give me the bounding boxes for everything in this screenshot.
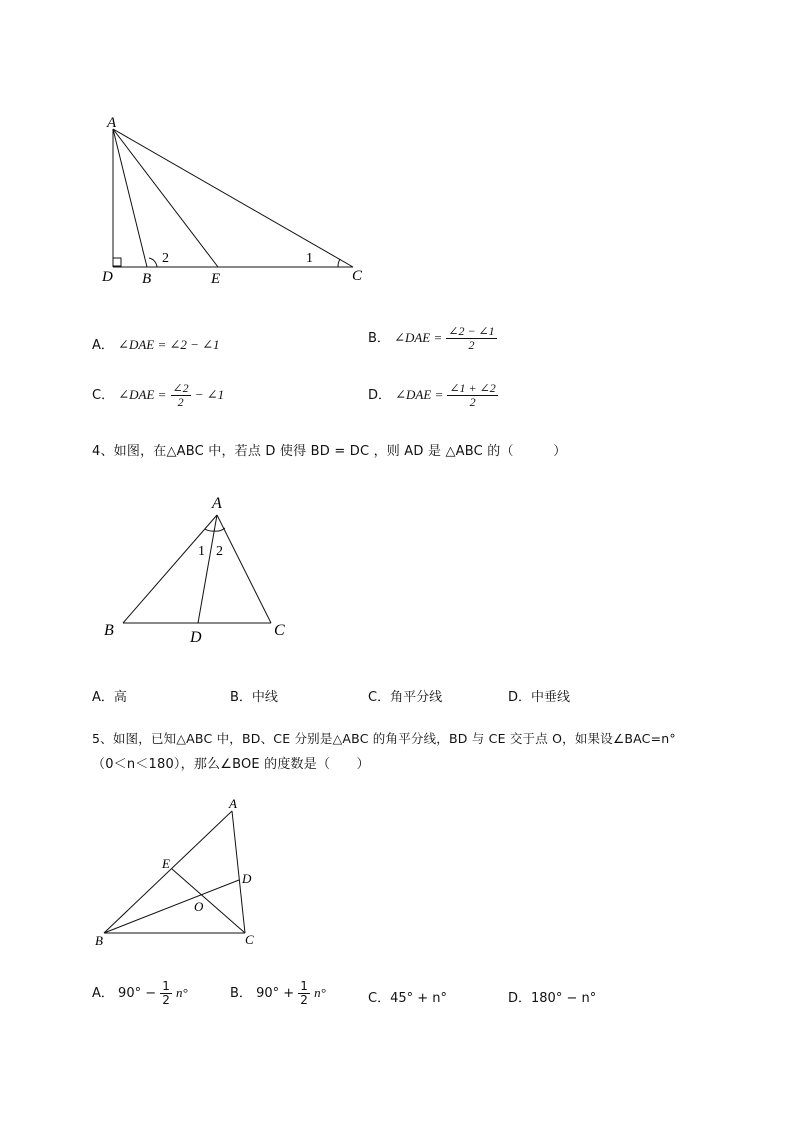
segment-BD xyxy=(104,880,239,933)
q4-option-b[interactable]: B．中线 xyxy=(230,690,278,705)
option-tail: − ∠1 xyxy=(194,387,225,402)
option-lhs: ∠DAE = xyxy=(395,387,444,402)
angle-1-arc xyxy=(338,259,340,267)
q4-option-d[interactable]: D．中垂线 xyxy=(508,690,571,705)
angle-label-1: 1 xyxy=(306,251,313,266)
question-5-line-1: 5、如图，已知△ABC 中，BD、CE 分别是△ABC 的角平分线，BD 与 CE 交于点 O，如果设∠BAC=n° xyxy=(92,731,676,746)
point-label-B: B xyxy=(95,933,103,948)
right-angle-mark xyxy=(113,258,121,266)
point-label-B: B xyxy=(104,622,114,639)
option-letter: A． xyxy=(92,986,114,1001)
point-label-O: O xyxy=(194,899,204,914)
angle-label-2: 2 xyxy=(162,251,169,266)
segment-AC xyxy=(113,129,353,267)
segment-CE xyxy=(172,869,245,933)
fraction-numerator: ∠2 xyxy=(172,381,189,395)
q4-option-a[interactable]: A．高 xyxy=(92,690,127,705)
figure-1-diagram xyxy=(90,105,380,295)
question-5-line-2: （0＜n＜180），那么∠BOE 的度数是（ ） xyxy=(92,757,370,772)
question-4-text: 4、如图，在△ABC 中，若点 D 使得 BD = DC ，则 AD 是 △ABC 的（ ） xyxy=(92,444,567,459)
q5-option-c[interactable]: C．45° + n° xyxy=(368,991,448,1006)
point-label-D: D xyxy=(242,871,252,886)
point-label-D: D xyxy=(102,269,113,285)
option-expression: ∠DAE = ∠2 − ∠1 xyxy=(118,337,220,352)
q3-option-d[interactable] xyxy=(368,382,498,409)
option-lhs: ∠DAE = xyxy=(394,330,443,345)
option-suffix: n° xyxy=(176,985,188,1000)
q3-option-b[interactable] xyxy=(368,325,497,352)
option-letter: A． xyxy=(92,338,114,353)
option-letter: B． xyxy=(230,986,252,1001)
option-lhs: ∠DAE = xyxy=(118,387,167,402)
fraction-denominator: 2 xyxy=(177,395,184,409)
point-label-E: E xyxy=(211,271,221,287)
q4-option-c[interactable]: C．角平分线 xyxy=(368,690,443,705)
angle-label-1: 1 xyxy=(198,544,205,559)
figure-2-diagram xyxy=(95,490,305,650)
point-label-A: A xyxy=(107,115,117,131)
fraction-numerator: ∠2 − ∠1 xyxy=(448,324,495,338)
fraction xyxy=(298,980,310,1007)
q5-option-d[interactable]: D．180° − n° xyxy=(508,991,597,1006)
q5-option-b[interactable] xyxy=(230,980,326,1007)
option-suffix: n° xyxy=(314,985,326,1000)
angle-1-arc xyxy=(205,529,214,531)
fraction-denominator: 2 xyxy=(162,993,170,1007)
point-label-C: C xyxy=(352,268,363,284)
point-label-E: E xyxy=(162,856,170,871)
fraction-numerator: 1 xyxy=(162,979,170,993)
option-letter: D． xyxy=(368,388,392,403)
q3-option-a[interactable] xyxy=(92,334,220,353)
fraction-numerator: 1 xyxy=(300,979,308,993)
fraction-denominator: 2 xyxy=(469,395,476,409)
point-label-B: B xyxy=(142,271,152,287)
point-label-D: D xyxy=(190,629,202,646)
option-prefix: 90° + xyxy=(256,986,295,1001)
point-label-A: A xyxy=(212,495,222,512)
segment-AB xyxy=(123,515,217,623)
option-letter: C． xyxy=(92,388,115,403)
segment-AB xyxy=(113,129,147,267)
point-label-C: C xyxy=(274,622,285,639)
fraction-numerator: ∠1 + ∠2 xyxy=(449,381,496,395)
fraction xyxy=(160,980,172,1007)
fraction xyxy=(446,325,496,352)
fraction xyxy=(171,382,191,409)
segment-AE xyxy=(113,129,218,267)
fraction-denominator: 2 xyxy=(300,993,308,1007)
fraction-denominator: 2 xyxy=(468,338,475,352)
angle-2-arc xyxy=(149,258,157,267)
option-prefix: 90° − xyxy=(118,986,157,1001)
option-letter: B． xyxy=(368,331,390,346)
q5-option-a[interactable] xyxy=(92,980,188,1007)
q3-option-c[interactable] xyxy=(92,382,224,409)
point-label-C: C xyxy=(245,932,254,947)
angle-label-2: 2 xyxy=(216,544,223,559)
segment-AC xyxy=(217,515,271,623)
segment-AB xyxy=(104,811,232,933)
fraction xyxy=(447,382,497,409)
figure-3-diagram xyxy=(88,792,268,952)
point-label-A: A xyxy=(229,796,237,811)
